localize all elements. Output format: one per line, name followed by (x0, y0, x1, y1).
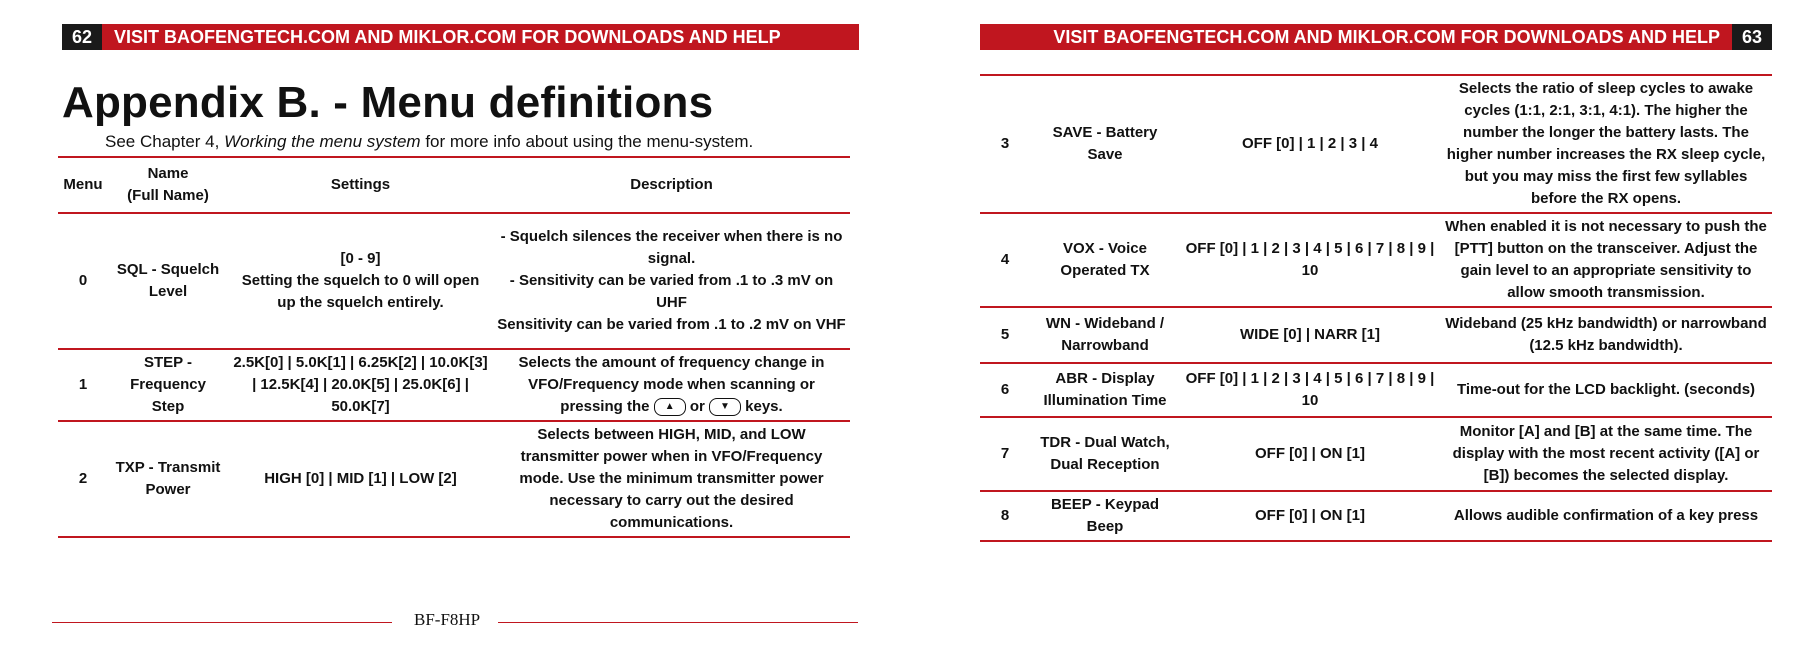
menu-number: 2 (58, 421, 108, 537)
table-row (58, 349, 850, 421)
intro-text: See Chapter 4, Working the menu system for more info about using the menu-system. (105, 132, 754, 151)
up-arrow-key-icon: ▲ (654, 398, 686, 416)
banner-text: VISIT BAOFENGTECH.COM AND MIKLOR.COM FOR DOWNLOADS AND HELP (114, 26, 781, 47)
page-number: 62 (62, 24, 102, 50)
right-header-banner (980, 24, 1772, 50)
menu-number: 7 (980, 417, 1030, 491)
menu-table-left (58, 156, 850, 538)
menu-name: ABR - Display Illumination Time (1030, 363, 1180, 417)
menu-settings: 2.5K[0] | 5.0K[1] | 6.25K[2] | 10.0K[3] | 12.5K[4] | 20.0K[5] | 25.0K[6] | 50.0K[7] (228, 349, 493, 421)
menu-settings: OFF [0] | 1 | 2 | 3 | 4 (1180, 75, 1440, 213)
menu-name: SQL - Squelch Level (108, 213, 228, 349)
left-header-banner (62, 24, 859, 50)
menu-description: Selects the amount of frequency change in VFO/Frequency mode when scanning or pressing the ▲ or ▼ keys. (493, 349, 850, 421)
menu-description: Monitor [A] and [B] at the same time. The display with the most recent activity ([A] or [B]) becomes the selected display. (1440, 417, 1772, 491)
menu-settings: OFF [0] | 1 | 2 | 3 | 4 | 5 | 6 | 7 | 8 | 9 | 10 (1180, 363, 1440, 417)
menu-name: BEEP - Keypad Beep (1030, 491, 1180, 541)
page-title: Appendix B. - Menu definitions (62, 78, 714, 127)
menu-description: Selects the ratio of sleep cycles to awake cycles (1:1, 2:1, 3:1, 4:1). The higher the number the longer the battery lasts. The higher number increases the RX sleep cycle, but you may miss the first few syllables before the RX opens. (1440, 75, 1772, 213)
menu-number: 4 (980, 213, 1030, 307)
menu-number: 1 (58, 349, 108, 421)
header-name: Name (Full Name) (108, 157, 228, 213)
menu-number: 6 (980, 363, 1030, 417)
menu-table-right (980, 74, 1772, 542)
table-row (980, 307, 1772, 363)
table-row (980, 491, 1772, 541)
footer-rule-right (498, 622, 858, 623)
footer-model: BF-F8HP (414, 610, 481, 629)
table-row (980, 363, 1772, 417)
banner-text: VISIT BAOFENGTECH.COM AND MIKLOR.COM FOR DOWNLOADS AND HELP (1053, 26, 1720, 47)
header-settings: Settings (228, 157, 493, 213)
menu-name: SAVE - Battery Save (1030, 75, 1180, 213)
menu-number: 3 (980, 75, 1030, 213)
menu-description: When enabled it is not necessary to push the [PTT] button on the transceiver. Adjust the gain level to an appropriate sensitivity to allow smooth transmission. (1440, 213, 1772, 307)
menu-name: TXP - Transmit Power (108, 421, 228, 537)
table-row (980, 417, 1772, 491)
intro-italic: Working the menu system (224, 132, 421, 151)
menu-description: Allows audible confirmation of a key press (1440, 491, 1772, 541)
menu-number: 8 (980, 491, 1030, 541)
menu-settings: OFF [0] | 1 | 2 | 3 | 4 | 5 | 6 | 7 | 8 | 9 | 10 (1180, 213, 1440, 307)
menu-description: - Squelch silences the receiver when there is no signal. - Sensitivity can be varied from .1 to .3 mV on UHF Sensitivity can be varied from .1 to .2 mV on VHF (493, 213, 850, 349)
menu-name: VOX - Voice Operated TX (1030, 213, 1180, 307)
header-description: Description (493, 157, 850, 213)
table-header (58, 157, 850, 213)
header-menu: Menu (58, 157, 108, 213)
left-page (0, 0, 900, 646)
table-row (58, 421, 850, 537)
menu-description: Time-out for the LCD backlight. (seconds) (1440, 363, 1772, 417)
menu-name: STEP - Frequency Step (108, 349, 228, 421)
footer-rule-left (52, 622, 392, 623)
menu-number: 5 (980, 307, 1030, 363)
menu-settings: OFF [0] | ON [1] (1180, 417, 1440, 491)
menu-settings: OFF [0] | ON [1] (1180, 491, 1440, 541)
menu-name: TDR - Dual Watch, Dual Reception (1030, 417, 1180, 491)
menu-description: Selects between HIGH, MID, and LOW transmitter power when in VFO/Frequency mode. Use the minimum transmitter power necessary to carry out the desired communications. (493, 421, 850, 537)
down-arrow-key-icon: ▼ (709, 398, 741, 416)
menu-name: WN - Wideband / Narrowband (1030, 307, 1180, 363)
table-row (58, 213, 850, 349)
menu-settings: [0 - 9] Setting the squelch to 0 will open up the squelch entirely. (228, 213, 493, 349)
menu-settings: HIGH [0] | MID [1] | LOW [2] (228, 421, 493, 537)
menu-description: Wideband (25 kHz bandwidth) or narrowband (12.5 kHz bandwidth). (1440, 307, 1772, 363)
menu-number: 0 (58, 213, 108, 349)
table-row (980, 75, 1772, 213)
table-row (980, 213, 1772, 307)
page-number: 63 (1732, 24, 1772, 50)
menu-settings: WIDE [0] | NARR [1] (1180, 307, 1440, 363)
right-page (970, 0, 1814, 646)
